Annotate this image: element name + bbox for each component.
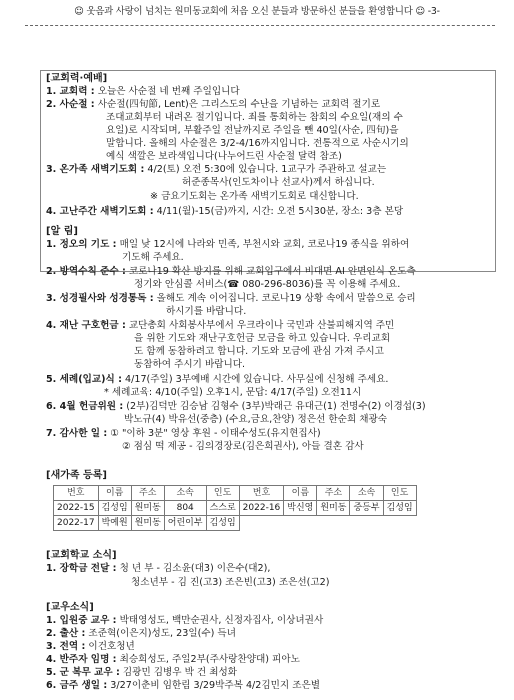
member-item-5-label: 5. 군 복무 교우 : — [46, 667, 120, 678]
worship-item-3 — [46, 164, 486, 176]
worship-item-3-line: ※ 금요기도회는 온가족 새벽기도회로 대신합니다. — [150, 191, 359, 202]
worship-item-1-text: 오늘은 사순절 네 번째 주일입니다 — [94, 86, 240, 97]
table-cell: 원미동 — [317, 501, 350, 516]
col-header: 번호 — [54, 486, 99, 501]
col-header: 인도 — [383, 486, 416, 501]
col-header: 소속 — [350, 486, 383, 501]
notice-4-line: 을 위한 기도와 재난구호헌금 모금을 하고 있습니다. 우리교회 — [134, 333, 391, 344]
page-header: ☺ 웃음과 사랑이 넘치는 원미동교회에 처음 오신 분들과 방문하신 분들을 환영합니다 ☺ -3- — [74, 6, 440, 17]
notice-2-line: 정기와 안심콜 서비스(☎ 080-296-8036)를 꼭 이용해 주세요. — [134, 279, 401, 290]
table-cell: 원미동 — [131, 516, 164, 531]
table-cell: 2022-16 — [239, 501, 284, 516]
header-divider — [25, 25, 495, 26]
notice-3-line: 올해도 계속 이어집니다. 코로나19 상황 속에서 말씀으로 승리 — [153, 293, 416, 304]
notice-3 — [46, 293, 486, 305]
table-cell — [383, 516, 416, 531]
notice-6-label: 6. 4월 헌금위원 : — [46, 401, 124, 412]
notice-2-line: 코로나19 확산 방지를 위해 교회입구에서 비대면 AI 안면인식 온도측 — [125, 266, 416, 277]
member-item-3-label: 3. 전역 : — [46, 641, 86, 652]
col-header: 주소 — [131, 486, 164, 501]
notice-6-line: (2부)김덕만 김승남 김형수 (3부)박래근 유대근(1) 전명수(2) 이경섭(3) — [123, 401, 426, 412]
table-cell: 2022-15 — [54, 501, 99, 516]
notice-4 — [46, 320, 486, 332]
notice-1-line: 매일 낮 12시에 나라와 민족, 부천시와 교회, 코로나19 종식을 위하여 — [116, 239, 410, 250]
member-item-5 — [46, 667, 486, 679]
worship-item-4-label: 4. 고난주간 새벽기도회 : — [46, 206, 154, 217]
worship-item-2 — [46, 99, 486, 111]
table-cell — [284, 516, 317, 531]
notice-1-line: 기도해 주세요. — [122, 252, 184, 263]
notice-5 — [46, 374, 486, 386]
notice-5-line: * 세례교육: 4/10(주일) 오후1시, 문답: 4/17(주일) 오전11시 — [104, 387, 362, 398]
notice-7-label: 7. 감사한 일 : — [46, 428, 108, 439]
notice-7 — [46, 428, 486, 440]
newfamily-table — [53, 485, 417, 531]
col-header: 이름 — [284, 486, 317, 501]
school-item-1 — [46, 563, 486, 575]
notice-2-label: 2. 방역수칙 준수 : — [46, 266, 126, 277]
section-title-worship: [교회력·예배] — [46, 73, 108, 84]
member-item-4-label: 4. 반주자 임명 : — [46, 654, 117, 665]
notice-4-line: 동참하여 주시기 바랍니다. — [134, 359, 246, 370]
worship-item-2-line: 예식 색깔은 보라색입니다(나누어드린 사순절 달력 참조) — [106, 151, 342, 162]
table-cell: 김성임 — [98, 501, 131, 516]
table-cell: 원미동 — [131, 501, 164, 516]
member-item-4-text: 최승희성도, 주일2부(주사랑찬양대) 피아노 — [116, 654, 300, 665]
notice-2 — [46, 266, 486, 278]
section-title-members: [교우소식] — [46, 602, 94, 613]
notice-3-line: 하시기를 바랍니다. — [166, 306, 247, 317]
table-cell: 어린이부 — [164, 516, 206, 531]
section-title-newfamily: [새가족 등록] — [46, 470, 107, 481]
member-item-1-label: 1. 입원중 교우 : — [46, 615, 117, 626]
school-item-1-label: 1. 장학금 전달 : — [46, 563, 117, 574]
notice-6 — [46, 401, 486, 413]
table-cell — [350, 516, 383, 531]
worship-item-4 — [46, 206, 486, 218]
section-title-notices: [알 림] — [46, 226, 78, 237]
worship-item-2-line: 조대교회부터 내려온 절기입니다. 죄를 통회하는 참회의 수요일(재의 수 — [106, 112, 403, 123]
member-item-1-text: 박태영성도, 백만순권사, 신정자집사, 이상녀권사 — [116, 615, 324, 626]
table-cell: 박신영 — [284, 501, 317, 516]
notice-7-line: ② 점심 떡 제공 - 김의경장로(김은희권사), 아들 결혼 감사 — [122, 441, 364, 452]
table-cell: 스스로 — [206, 501, 239, 516]
table-cell: 박예원 — [98, 516, 131, 531]
member-item-1 — [46, 615, 486, 627]
table-cell: 804 — [164, 501, 206, 516]
member-item-6-text: 3/27이춘비 임한림 3/29박주복 4/2김민지 조은별 — [107, 680, 321, 691]
notice-3-label: 3. 성경필사와 성경통독 : — [46, 293, 154, 304]
notice-4-line: 도 함께 동참하려고 합니다. 기도와 모금에 관심 가져 주시고 — [134, 346, 384, 357]
member-item-2-label: 2. 출산 : — [46, 628, 86, 639]
member-item-6 — [46, 680, 486, 692]
worship-item-2-line: 요일)로 시작되며, 부활주일 전날까지로 주일을 뺀 40일(사순, 四旬)을 — [106, 125, 399, 136]
section-title-school: [교회학교 소식] — [46, 550, 117, 561]
member-item-5-text: 김광민 김병우 박 건 최성화 — [119, 667, 238, 678]
notice-1 — [46, 239, 486, 251]
worship-item-4-text: 4/11(월)-15(금)까지, 시간: 오전 5시30분, 장소: 3층 본당 — [153, 206, 404, 217]
member-item-3 — [46, 641, 486, 653]
worship-item-3-label: 3. 온가족 새벽기도회 : — [46, 164, 145, 175]
worship-item-2-line: 사순절(四旬節, Lent)은 그리스도의 수난을 기념하는 교회력 절기로 — [94, 99, 381, 110]
notice-5-line: 4/17(주일) 3부예배 시간에 있습니다. 사무실에 신청해 주세요. — [121, 374, 389, 385]
worship-item-1-label: 1. 교회력 : — [46, 86, 95, 97]
member-item-2 — [46, 628, 486, 640]
table-cell: 2022-17 — [54, 516, 99, 531]
worship-item-1 — [46, 86, 486, 98]
notice-1-label: 1. 정오의 기도 : — [46, 239, 117, 250]
worship-item-2-line: 말합니다. 올해의 사순절은 3/2-4/16까지입니다. 전통적으로 사순시기의 — [106, 138, 409, 149]
table-row — [54, 501, 417, 516]
notice-7-line: ① "이하 3분" 영상 후원 - 이태수성도(유지현집사) — [107, 428, 321, 439]
col-header: 번호 — [239, 486, 284, 501]
table-row — [54, 516, 417, 531]
col-header: 인도 — [206, 486, 239, 501]
col-header: 이름 — [98, 486, 131, 501]
table-cell: 김성임 — [206, 516, 239, 531]
notice-5-label: 5. 세례(입교)식 : — [46, 374, 122, 385]
table-cell: 김성임 — [383, 501, 416, 516]
table-cell — [317, 516, 350, 531]
table-cell — [239, 516, 284, 531]
notice-4-label: 4. 재난 구호헌금 : — [46, 320, 126, 331]
member-item-4 — [46, 654, 486, 666]
notice-6-line: 박노규(4) 박유선(중층) (수요,금요,찬양) 정은선 한순희 채광숙 — [124, 414, 388, 425]
member-item-3-text: 이건호청년 — [85, 641, 135, 652]
col-header: 소속 — [164, 486, 206, 501]
worship-item-2-label: 2. 사순절 : — [46, 99, 95, 110]
col-header: 주소 — [317, 486, 350, 501]
notice-4-line: 교단총회 사회봉사부에서 우크라이나 국민과 산불피해지역 주민 — [125, 320, 395, 331]
school-item-1-line: 청 년 부 - 김소윤(대3) 이은수(대2), — [116, 563, 271, 574]
member-item-2-text: 조준혁(이은지)성도, 23일(수) 득녀 — [85, 628, 236, 639]
table-header-row — [54, 486, 417, 501]
member-item-6-label: 6. 금주 생일 : — [46, 680, 108, 691]
worship-item-3-line: 4/2(토) 오전 5:30에 있습니다. 1교구가 주관하고 설교는 — [144, 164, 387, 175]
table-cell: 중등부 — [350, 501, 383, 516]
worship-item-3-line: 허준종목사(인도차이나 선교사)께서 하십니다. — [182, 177, 375, 188]
school-item-1-line: 청소년부 - 김 진(고3) 조은빈(고3) 조은선(고2) — [131, 577, 330, 588]
